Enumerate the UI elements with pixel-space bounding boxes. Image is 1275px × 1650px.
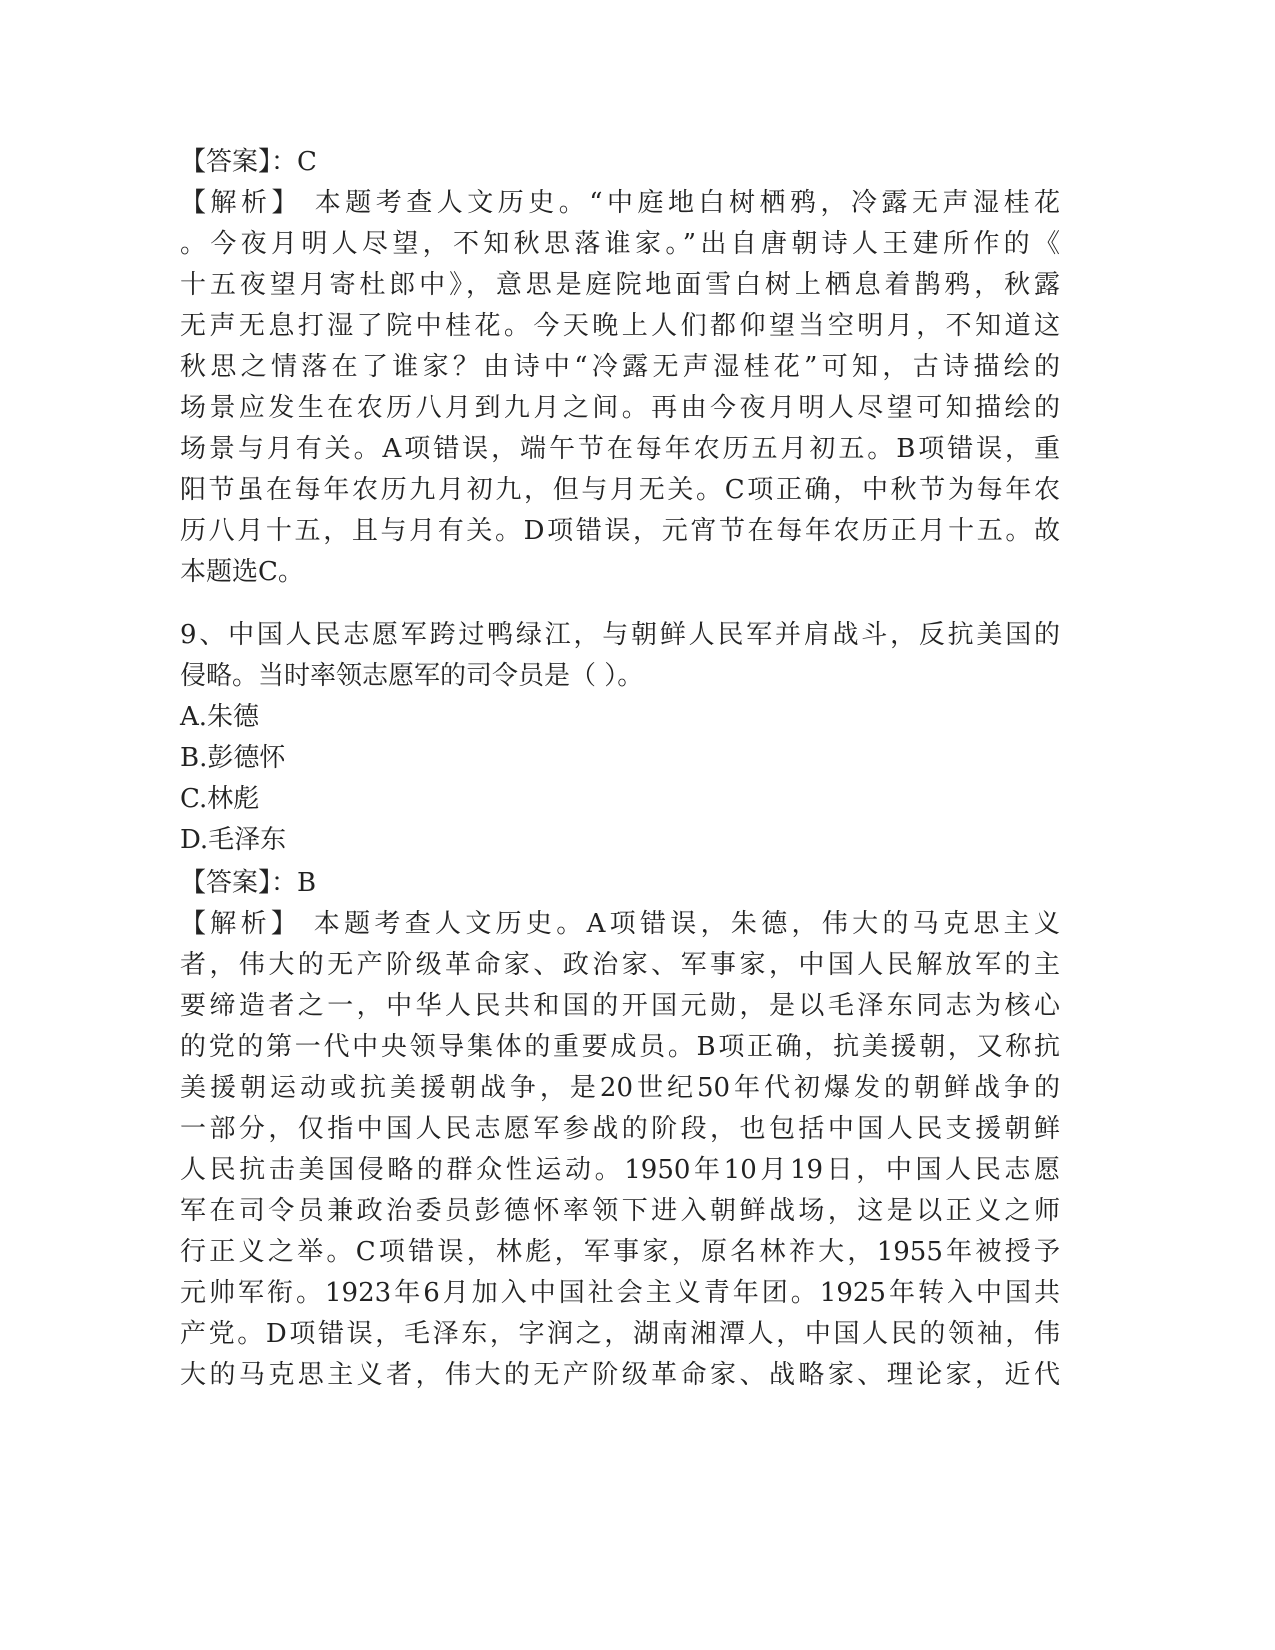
q9-analysis-line: 元帅军衔。1923年6月加入中国社会主义青年团。1925年转入中国共 <box>180 1278 1060 1308</box>
q9-analysis-line: 产党。D项错误，毛泽东，字润之，湖南湘潭人，中国人民的领袖，伟 <box>180 1319 1060 1349</box>
q9-analysis-line: 行正义之举。C项错误，林彪，军事家，原名林祚大，1955年被授予 <box>180 1237 1060 1267</box>
q9-analysis-line: 者，伟大的无产阶级革命家、政治家、军事家，中国人民解放军的主 <box>180 950 1060 980</box>
q8-analysis-line: 场景与月有关。A项错误，端午节在每年农历五月初五。B项错误，重 <box>180 434 1060 464</box>
q9-option-a: A.朱德 <box>180 702 260 732</box>
q8-analysis-line: 阳节虽在每年农历九月初九，但与月无关。C项正确，中秋节为每年农 <box>180 475 1060 505</box>
q8-analysis-line: 本题选C。 <box>180 557 304 587</box>
q9-question-line: 9、中国人民志愿军跨过鸭绿江，与朝鲜人民军并肩战斗，反抗美国的 <box>180 620 1060 650</box>
q8-analysis-line: 秋思之情落在了谁家？由诗中“冷露无声湿桂花”可知，古诗描绘的 <box>180 352 1060 382</box>
q8-analysis-line: 历八月十五，且与月有关。D项错误，元宵节在每年农历正月十五。故 <box>180 516 1060 546</box>
q8-analysis-line: 。今夜月明人尽望，不知秋思落谁家。”出自唐朝诗人王建所作的《 <box>180 229 1060 259</box>
q9-option-b: B.彭德怀 <box>180 743 286 773</box>
q9-analysis-line: 要缔造者之一，中华人民共和国的开国元勋，是以毛泽东同志为核心 <box>180 991 1060 1021</box>
q8-analysis-line: 无声无息打湿了院中桂花。今天晚上人们都仰望当空明月，不知道这 <box>180 311 1060 341</box>
q9-question-line: 侵略。当时率领志愿军的司令员是（ ）。 <box>180 661 644 691</box>
q9-analysis-line: 人民抗击美国侵略的群众性运动。1950年10月19日，中国人民志愿 <box>180 1155 1060 1185</box>
q9-option-c: C.林彪 <box>180 784 260 814</box>
q9-analysis-line: 军在司令员兼政治委员彭德怀率领下进入朝鲜战场，这是以正义之师 <box>180 1196 1060 1226</box>
q8-analysis-line: 场景应发生在农历八月到九月之间。再由今夜月明人尽望可知描绘的 <box>180 393 1060 423</box>
q9-analysis-line: 一部分，仅指中国人民志愿军参战的阶段，也包括中国人民支援朝鲜 <box>180 1114 1060 1144</box>
q8-analysis-line: 十五夜望月寄杜郎中》，意思是庭院地面雪白树上栖息着鹊鸦，秋露 <box>180 270 1060 300</box>
q9-analysis-line: 美援朝运动或抗美援朝战争，是20世纪50年代初爆发的朝鲜战争的 <box>180 1073 1060 1103</box>
q9-answer: 【答案】：B <box>180 868 317 898</box>
q8-analysis-line: 【解析】 本题考查人文历史。“中庭地白树栖鸦，冷露无声湿桂花 <box>180 188 1060 218</box>
q9-analysis-line: 的党的第一代中央领导集体的重要成员。B项正确，抗美援朝，又称抗 <box>180 1032 1060 1062</box>
q9-option-d: D.毛泽东 <box>180 825 287 855</box>
q9-analysis-line: 【解析】 本题考查人文历史。A项错误，朱德，伟大的马克思主义 <box>180 909 1060 939</box>
q8-answer: 【答案】：C <box>180 147 317 177</box>
q9-analysis-line: 大的马克思主义者，伟大的无产阶级革命家、战略家、理论家，近代 <box>180 1360 1060 1390</box>
